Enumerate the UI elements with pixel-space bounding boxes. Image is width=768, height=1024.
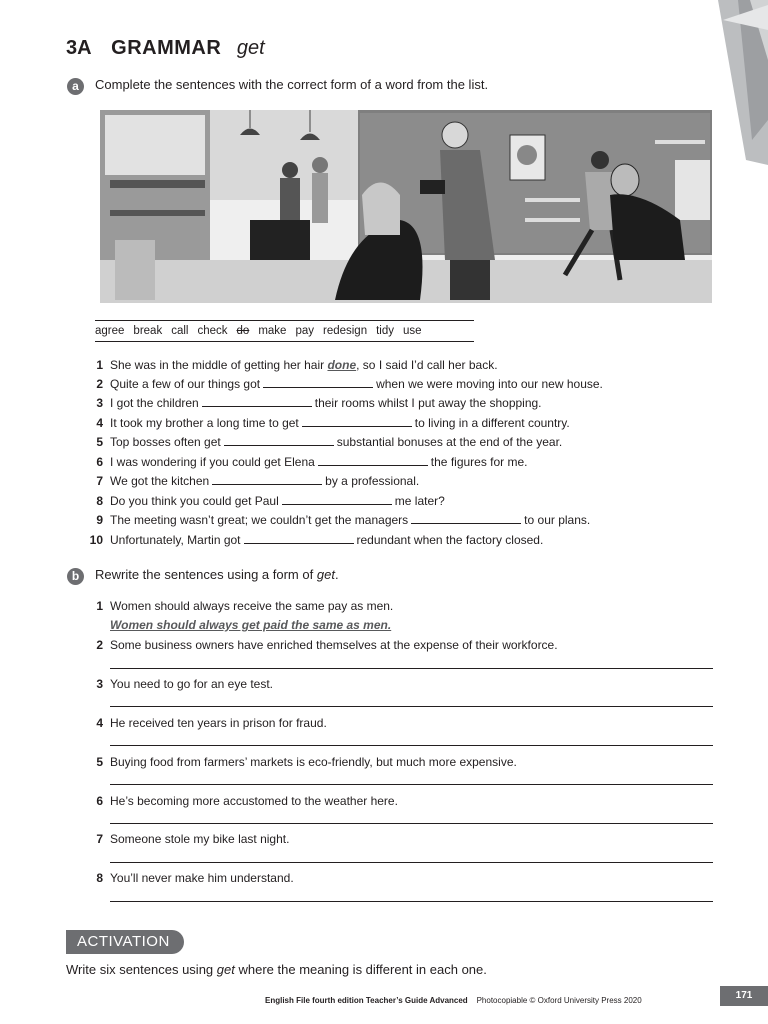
sentence-text: Top bosses often get bbox=[110, 435, 221, 449]
sentence-text: , so I said I’d call her back. bbox=[356, 358, 498, 372]
footer-book-title: English File fourth edition Teacher’s Guide Advanced bbox=[265, 996, 468, 1005]
sentence-number: 10 bbox=[89, 533, 103, 547]
sentence-text: I got the children bbox=[110, 396, 199, 410]
sentence-number: 2 bbox=[96, 377, 103, 391]
sentence-row bbox=[82, 512, 590, 528]
sentence-row bbox=[82, 473, 419, 489]
word-list-item: check bbox=[197, 325, 228, 337]
rewrite-item bbox=[82, 793, 398, 809]
footer-copyright: Photocopiable © Oxford University Press 2020 bbox=[476, 996, 642, 1005]
sentence-text: me later? bbox=[394, 494, 445, 508]
item-text: You’ll never make him understand. bbox=[110, 871, 294, 885]
item-number: 5 bbox=[96, 755, 103, 769]
sentence-number: 5 bbox=[96, 435, 103, 449]
item-number: 4 bbox=[96, 716, 103, 730]
word-list-item: break bbox=[133, 325, 163, 337]
sentence-text: to our plans. bbox=[524, 513, 591, 527]
rewrite-item bbox=[82, 598, 393, 614]
word-list-item: make bbox=[258, 325, 287, 337]
word-list-item: tidy bbox=[376, 325, 395, 337]
word-list-item: agree bbox=[95, 325, 125, 337]
sentence-text: when we were moving into our new house. bbox=[376, 377, 603, 391]
activation-label: ACTIVATION bbox=[66, 930, 184, 954]
answer-line[interactable] bbox=[110, 668, 713, 669]
item-text: He’s becoming more accustomed to the weather here. bbox=[110, 794, 398, 808]
item-number: 1 bbox=[96, 599, 103, 613]
instruction-text: Rewrite the sentences using a form of bbox=[95, 567, 314, 582]
sentence-text: to living in a different country. bbox=[414, 416, 570, 430]
exercise-b-instruction bbox=[95, 567, 339, 582]
item-number: 8 bbox=[96, 871, 103, 885]
rewrite-example-answer bbox=[110, 617, 391, 633]
sentence-number: 1 bbox=[96, 358, 103, 372]
item-text: You need to go for an eye test. bbox=[110, 677, 274, 691]
sentence-text: substantial bonuses at the end of the year. bbox=[336, 435, 563, 449]
sentence-row bbox=[82, 434, 562, 450]
sentence-text: The meeting wasn’t great; we couldn’t get the managers bbox=[110, 513, 409, 527]
item-number: 3 bbox=[96, 677, 103, 691]
sentence-row bbox=[82, 415, 570, 431]
answer-blank[interactable] bbox=[212, 473, 322, 485]
answer-blank[interactable] bbox=[224, 434, 334, 446]
sentence-number: 7 bbox=[96, 474, 103, 488]
sentence-text: It took my brother a long time to get bbox=[110, 416, 299, 430]
instruction-text: . bbox=[334, 567, 339, 582]
word-list-item: pay bbox=[295, 325, 314, 337]
exercise-a-instruction: Complete the sentences with the correct form of a word from the list. bbox=[95, 77, 489, 92]
answer-line[interactable] bbox=[110, 706, 713, 707]
word-list bbox=[95, 320, 474, 342]
item-text: He received ten years in prison for fraud. bbox=[110, 716, 327, 730]
word-list-item: redesign bbox=[322, 325, 368, 337]
sentence-row bbox=[82, 454, 528, 470]
word-list-item: call bbox=[171, 325, 189, 337]
sentence-text: redundant when the factory closed. bbox=[356, 533, 544, 547]
exercise-b-bullet: b bbox=[67, 568, 84, 585]
rewrite-item bbox=[82, 754, 517, 770]
item-number: 6 bbox=[96, 794, 103, 808]
answer-blank[interactable] bbox=[282, 493, 392, 505]
answer-line[interactable] bbox=[110, 784, 713, 785]
sentence-text: by a professional. bbox=[325, 474, 420, 488]
example-answer: Women should always get paid the same as men. bbox=[110, 618, 392, 632]
activation-instruction bbox=[66, 962, 487, 977]
answer-blank[interactable] bbox=[411, 512, 521, 524]
corner-decoration bbox=[718, 0, 768, 165]
rewrite-item bbox=[82, 831, 289, 847]
activation-keyword: get bbox=[216, 962, 235, 977]
sentence-row bbox=[82, 532, 543, 548]
sentence-row bbox=[82, 357, 498, 373]
sentence-number: 6 bbox=[96, 455, 103, 469]
sentence-number: 4 bbox=[96, 416, 103, 430]
sentence-text: the figures for me. bbox=[430, 455, 528, 469]
sentence-text: Do you think you could get Paul bbox=[110, 494, 279, 508]
word-list-item-used: do bbox=[236, 325, 250, 337]
page-title bbox=[66, 37, 265, 60]
sentence-text: We got the kitchen bbox=[110, 474, 210, 488]
answer-blank[interactable] bbox=[318, 454, 428, 466]
example-answer: done bbox=[327, 358, 357, 372]
word-list-item: use bbox=[403, 325, 422, 337]
section-topic: get bbox=[236, 37, 265, 59]
sentence-row bbox=[82, 395, 542, 411]
sentence-text: Quite a few of our things got bbox=[110, 377, 261, 391]
answer-line[interactable] bbox=[110, 745, 713, 746]
sentence-number: 9 bbox=[96, 513, 103, 527]
sentence-text: their rooms whilst I put away the shopping. bbox=[314, 396, 542, 410]
answer-blank[interactable] bbox=[263, 376, 373, 388]
item-text: Buying food from farmers’ markets is eco-friendly, but much more expensive. bbox=[110, 755, 517, 769]
sentence-number: 8 bbox=[96, 494, 103, 508]
rewrite-item bbox=[82, 637, 558, 653]
rewrite-item bbox=[82, 715, 327, 731]
instruction-keyword: get bbox=[316, 567, 335, 582]
sentence-text: Unfortunately, Martin got bbox=[110, 533, 241, 547]
sentence-row bbox=[82, 493, 445, 509]
item-number: 2 bbox=[96, 638, 103, 652]
section-heading: GRAMMAR bbox=[111, 37, 222, 59]
answer-blank[interactable] bbox=[302, 415, 412, 427]
rewrite-item bbox=[82, 676, 273, 692]
activation-text: where the meaning is different in each one. bbox=[238, 962, 487, 977]
section-number: 3A bbox=[66, 37, 92, 59]
activation-text: Write six sentences using bbox=[66, 962, 214, 977]
answer-line[interactable] bbox=[110, 823, 713, 824]
item-number: 7 bbox=[96, 832, 103, 846]
sentence-row bbox=[82, 376, 603, 392]
item-text: Someone stole my bike last night. bbox=[110, 832, 290, 846]
item-text: Women should always receive the same pay as men. bbox=[110, 599, 394, 613]
page-number: 171 bbox=[720, 986, 768, 1006]
sentence-number: 3 bbox=[96, 396, 103, 410]
sentence-text: I was wondering if you could get Elena bbox=[110, 455, 315, 469]
footer bbox=[265, 996, 642, 1005]
answer-blank[interactable] bbox=[202, 395, 312, 407]
exercise-a-bullet: a bbox=[67, 78, 84, 95]
answer-blank[interactable] bbox=[244, 532, 354, 544]
answer-line[interactable] bbox=[110, 862, 713, 863]
item-text: Some business owners have enriched themselves at the expense of their workforce. bbox=[110, 638, 558, 652]
hair-salon-illustration bbox=[100, 110, 712, 303]
answer-line[interactable] bbox=[110, 901, 713, 902]
sentence-text: She was in the middle of getting her hair bbox=[110, 358, 325, 372]
rewrite-item bbox=[82, 870, 294, 886]
